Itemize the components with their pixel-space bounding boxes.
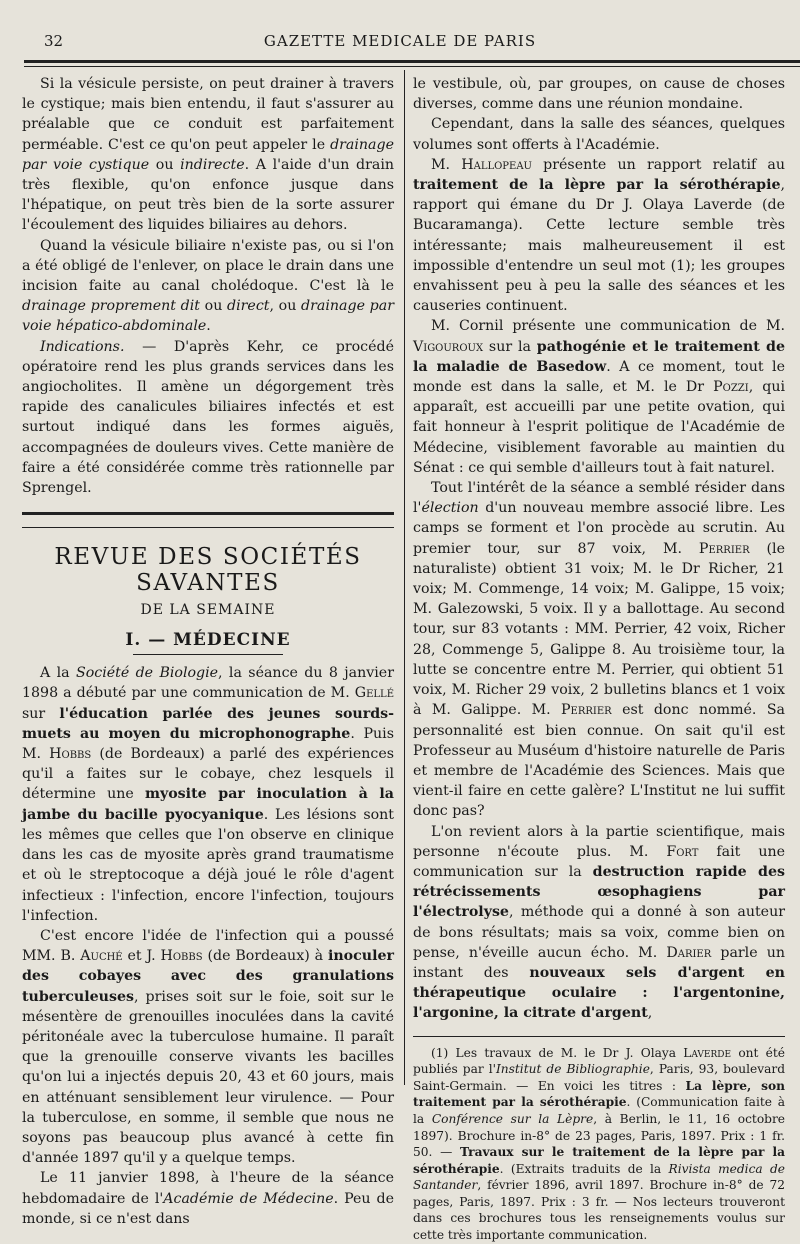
paragraph: A la Société de Biologie, la séance du 8 janvier 1898 a débuté par une communication de M. Gellé sur l'éducation parlée des jeunes sourds-muets au moyen du microphonographe. Puis M. Hobbs (de Bordeaux) a parlé des expériences qu'il a faites sur le cobaye, chez lesquels il détermine une myosite par inoculation à la jambe du bacille pyocyanique. Les lésions sont les mêmes que celles que l'on observe en clinique dans les cas de myosite après grand traumatisme et où le streptocoque a déjà joué le rôle d'agent infectieux : l'infection, encore l'infection, toujours l'infection. <box>22 665 395 924</box>
paragraph: Indications. — D'après Kehr, ce procédé opératoire rend les plus grands services dans les angiocholites. Il amène un dégorgement très rapide des canalicules biliaires infectés et est surtout indiqué dans les formes aiguës, accompagnées de douleurs vives. Cette manière de faire a été considérée comme très rationnelle par Sprengel. <box>22 338 394 497</box>
footnote-rule <box>413 1036 785 1037</box>
paragraph: Quand la vésicule biliaire n'existe pas, ou si l'on a été obligé de l'enlever, on place le drain dans une incision faite au canal cholédoque. C'est là le drainage proprement dit ou direct, ou drainage par voie hépatico-abdominale. <box>22 237 394 335</box>
left-column <box>22 74 394 1229</box>
column-divider <box>404 70 405 1085</box>
header-rule <box>24 60 800 63</box>
subsection-heading: I. — MÉDECINE <box>125 630 291 651</box>
section-subheading: DE LA SEMAINE <box>140 602 276 619</box>
paragraph: M. Hallopeau présente un rapport relatif au traitement de la lèpre par la sérothérapie, rapport qui émane du Dr J. Olaya Laverde (de Bucaramanga). Cette lecture semble très intéressante; mais malheureusement il est impossible d'entendre un seul mot (1); les groupes envahissent peu à peu la salle des séances et les causeries continuent. <box>413 156 786 315</box>
paragraph: M. Cornil présente une communication de M. Vigouroux sur la pathogénie et le traitement de la maladie de Basedow. A ce moment, tout le monde est dans la salle, et M. le Dr Pozzi, qui apparaît, est accueilli par une petite ovation, qui fait honneur à l'esprit politique de l'Académie de Médecine, visiblement favorable au maintien du Sénat : ce qui semble d'ailleurs tout à fait naturel. <box>413 318 786 476</box>
paragraph: C'est encore l'idée de l'infection qui a poussé MM. B. Auché et J. Hobbs (de Bordeaux) à inoculer des cobayes avec des granulations tuberculeuses, prises soit sur le foie, soit sur le mésentère de grenouilles inoculées dans la cavité péritonéale avec la tuberculose humaine. Il paraît que la grenouille conserve vivants les bacilles qu'on lui a injectés depuis 20, 43 et 60 jours, mais en atténuant sensiblement leur virulence. — Pour la tuberculose, en somme, il semble que nous ne soyons pas beaucoup plus avancé à cette fin d'année 1897 qu'il y a quelque temps. <box>22 927 394 1167</box>
paragraph: le vestibule, où, par groupes, on cause de choses diverses, comme dans une réunion mondaine. <box>413 76 785 113</box>
journal-title: GAZETTE MEDICALE DE PARIS <box>263 32 537 50</box>
page-number: 32 <box>44 32 64 50</box>
paragraph: Le 11 janvier 1898, à l'heure de la séance hebdomadaire de l'Académie de Médecine. Peu de monde, si ce n'est dans <box>22 1170 394 1227</box>
section-heading: REVUE DES SOCIÉTÉS SAVANTES <box>54 544 362 597</box>
paragraph: Si la vésicule persiste, on peut drainer à travers le cystique; mais bien entendu, il faut s'assurer au préalable que ce conduit est parfaitement perméable. C'est ce qu'on peut appeler le drainage par voie cystique ou indirecte. A l'aide d'un drain très flexible, qu'on enfonce jusque dans l'hépatique, on peut très bien de la sorte assurer l'écoulement des liquides biliaires au dehors. <box>22 76 394 234</box>
footnote <box>413 1045 785 1244</box>
subsection-rule <box>133 654 283 655</box>
footnote-text: (1) Les travaux de M. le Dr J. Olaya Laverde ont été publiés par l'Institut de Bibliographie, Paris, 93, boulevard Saint-Germain. — En voici les titres : La lèpre, son traitement par la sérothérapie. (Communication faite à la Conférence sur la Lèpre, à Berlin, le 11, 16 octobre 1897). Brochure in-8° de 23 pages, Paris, 1897. Prix : 1 fr. 50. — Travaux sur le traitement de la lèpre par la sérothérapie. (Extraits traduits de la Rivista medica de Santander, février 1896, avril 1897. Brochure in-8° de 72 pages, Paris, 1897. Prix : 3 fr. — Nos lecteurs trouveront dans ces brochures tous les renseignements voulus sur cette très importante communication. <box>413 1045 786 1243</box>
paragraph: L'on revient alors à la partie scientifique, mais personne n'écoute plus. M. Fort fait une communication sur la destruction rapide des rétrécissements œsophagiens par l'électrolyse, méthode qui a donné à son auteur de bons résultats; mais sa voix, comme bien on pense, n'éveille aucun écho. M. Darier parle un instant des nouveaux sels d'argent en thérapeutique oculaire : l'argentonine, l'argonine, la citrate d'argent, <box>413 823 785 1022</box>
paragraph: Cependant, dans la salle des séances, quelques volumes sont offerts à l'Académie. <box>413 116 785 153</box>
section-separator <box>22 512 394 528</box>
page-header <box>0 30 800 52</box>
paragraph: Tout l'intérêt de la séance a semblé résider dans l'élection d'un nouveau membre associé libre. Les camps se forment et l'on procède au scrutin. Au premier tour, sur 87 voix, M. Perrier (le naturaliste) obtient 31 voix; M. le Dr Richer, 21 voix; M. Commenge, 14 voix; M. Galippe, 15 voix; M. Galezowski, 5 voix. Il y a ballottage. Au second tour, sur 83 votants : MM. Perrier, 42 voix, Richer 28, Commenge 5, Galippe 8. Au troisième tour, la lutte se concentre entre M. Perrier, qui obtient 51 voix, M. Richer 29 voix, 2 bulletins blancs et 1 voix à M. Galippe. M. Perrier est donc nommé. Sa personnalité est bien connue. On sait qu'il est Professeur au Muséum d'histoire naturelle de Paris et membre de l'Académie des Sciences. Mais que vient-il faire en cette galère? L'Institut ne lui suffit donc pas? <box>413 480 785 820</box>
right-column <box>413 74 785 1244</box>
header-rule-thin <box>24 66 800 67</box>
